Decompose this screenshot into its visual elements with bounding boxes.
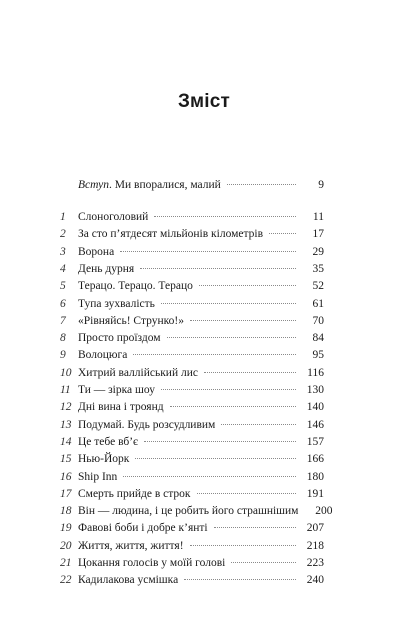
dot-leader — [170, 406, 296, 407]
toc-entry[interactable] — [60, 346, 324, 364]
dot-leader — [140, 268, 296, 269]
chapter-page-number: 52 — [312, 280, 324, 293]
chapter-title: Ship Inn — [78, 470, 118, 483]
toc-entry[interactable] — [60, 519, 324, 537]
toc-entry[interactable] — [60, 364, 324, 382]
chapter-title: Смерть прийде в строк — [78, 487, 191, 500]
chapter-number: 12 — [60, 401, 72, 414]
chapter-number: 21 — [60, 557, 72, 569]
chapter-page-number: 223 — [306, 557, 324, 569]
chapter-title: За сто п’ятдесят мільйонів кілометрів — [78, 228, 264, 241]
chapter-number: 19 — [60, 522, 72, 535]
chapter-number: 20 — [60, 539, 72, 552]
chapter-page-number: 35 — [312, 262, 324, 275]
toc-entry[interactable] — [60, 312, 324, 330]
chapter-number: 10 — [60, 366, 72, 379]
dot-leader — [204, 372, 296, 373]
chapter-page-number: 61 — [312, 297, 324, 310]
dot-leader — [199, 285, 296, 286]
chapter-number: 3 — [60, 245, 66, 258]
chapter-page-number: 180 — [306, 470, 324, 483]
chapter-title: Це тебе вб’є — [78, 435, 138, 448]
chapter-number: 18 — [60, 505, 72, 518]
chapter-page-number: 116 — [307, 366, 324, 379]
toc-intro-title: Вступ. Ми впоралися, малий — [78, 179, 221, 191]
chapter-page-number: 17 — [312, 228, 324, 241]
chapter-title: Він — людина, і це робить його страшнішим — [78, 505, 299, 518]
dot-leader — [269, 233, 296, 234]
dot-leader — [123, 476, 296, 477]
chapter-number: 6 — [60, 297, 66, 310]
dot-leader — [135, 458, 296, 459]
toc-intro-entry[interactable] — [60, 176, 324, 194]
dot-leader — [133, 354, 296, 355]
chapter-title: Слоноголовий — [78, 211, 149, 223]
chapter-page-number: 70 — [312, 314, 324, 327]
chapter-number: 1 — [60, 211, 66, 223]
chapter-page-number: 29 — [312, 245, 324, 258]
chapter-number: 14 — [60, 435, 72, 448]
dot-leader — [184, 579, 296, 580]
dot-leader — [190, 545, 296, 546]
dot-leader — [154, 216, 296, 217]
chapter-number: 9 — [60, 349, 66, 362]
toc-entry[interactable] — [60, 225, 324, 243]
dot-leader — [144, 441, 296, 442]
toc-intro-page: 9 — [318, 179, 324, 191]
chapter-title: Терацо. Терацо. Терацо — [78, 280, 193, 293]
chapter-page-number: 146 — [306, 418, 324, 431]
dot-leader — [197, 493, 296, 494]
chapter-number: 2 — [60, 228, 66, 241]
dot-leader — [214, 527, 296, 528]
chapter-page-number: 11 — [312, 211, 324, 223]
chapter-title: Ти — зірка шоу — [78, 384, 155, 396]
chapter-number: 17 — [60, 487, 72, 500]
chapter-title: Дні вина і троянд — [78, 401, 164, 414]
toc-entry[interactable] — [60, 295, 324, 313]
page-title: Зміст — [177, 91, 231, 112]
dot-leader — [167, 337, 296, 338]
toc-entry[interactable] — [60, 277, 324, 295]
chapter-title: Хитрий валлійський лис — [78, 366, 198, 379]
chapter-number: 11 — [60, 384, 71, 396]
toc-entry[interactable] — [60, 329, 324, 347]
chapter-title: Просто проїздом — [78, 332, 161, 345]
chapter-number: 22 — [60, 574, 72, 587]
toc-entry[interactable] — [60, 554, 324, 572]
chapter-page-number: 207 — [306, 522, 324, 535]
chapter-title: Цокання голосів у моїй голові — [78, 557, 226, 569]
chapter-number: 16 — [60, 470, 72, 483]
chapter-page-number: 95 — [312, 349, 324, 362]
toc-entry[interactable] — [60, 537, 324, 555]
chapter-page-number: 140 — [306, 401, 324, 414]
chapter-page-number: 84 — [312, 332, 324, 345]
chapter-page-number: 200 — [315, 505, 333, 518]
dot-leader — [161, 389, 296, 390]
toc-entry[interactable] — [60, 260, 324, 278]
dot-leader — [161, 303, 296, 304]
chapter-title: Тупа зухвалість — [78, 297, 155, 310]
chapter-title: Нью-Йорк — [78, 453, 130, 466]
chapter-page-number: 130 — [306, 384, 324, 396]
chapter-page-number: 166 — [306, 453, 324, 466]
chapter-page-number: 191 — [306, 487, 324, 500]
toc-entry[interactable] — [60, 381, 324, 399]
chapter-title: «Рівняйсь! Струнко!» — [78, 314, 184, 327]
toc-entry[interactable] — [60, 398, 324, 416]
chapter-page-number: 157 — [306, 435, 324, 448]
dot-leader — [227, 184, 296, 185]
toc-entry[interactable] — [60, 502, 333, 520]
toc-entry[interactable] — [60, 468, 324, 486]
toc-entry[interactable] — [60, 416, 324, 434]
dot-leader — [221, 424, 296, 425]
toc-entry[interactable] — [60, 450, 324, 468]
toc-entry[interactable] — [60, 433, 324, 451]
toc-entry[interactable] — [60, 243, 324, 261]
chapter-title: Життя, життя, життя! — [78, 539, 184, 552]
toc-entry[interactable] — [60, 571, 324, 589]
chapter-title: Кадилакова усмішка — [78, 574, 179, 587]
toc-entry[interactable] — [60, 208, 324, 226]
chapter-title: Подумай. Будь розсудливим — [78, 418, 216, 431]
chapter-number: 15 — [60, 453, 72, 466]
toc-entry[interactable] — [60, 485, 324, 503]
chapter-number: 13 — [60, 418, 72, 431]
dot-leader — [231, 562, 296, 563]
dot-leader — [190, 320, 296, 321]
dot-leader — [120, 251, 296, 252]
chapter-number: 7 — [60, 314, 66, 327]
chapter-page-number: 240 — [306, 574, 324, 587]
chapter-number: 5 — [60, 280, 66, 293]
chapter-number: 8 — [60, 332, 66, 345]
chapter-number: 4 — [60, 262, 66, 275]
chapter-title: Ворона — [78, 245, 115, 258]
chapter-title: День дурня — [78, 262, 135, 275]
chapter-title: Волоцюга — [78, 349, 128, 362]
chapter-page-number: 218 — [306, 539, 324, 552]
chapter-title: Фавові боби і добре к’янті — [78, 522, 208, 535]
